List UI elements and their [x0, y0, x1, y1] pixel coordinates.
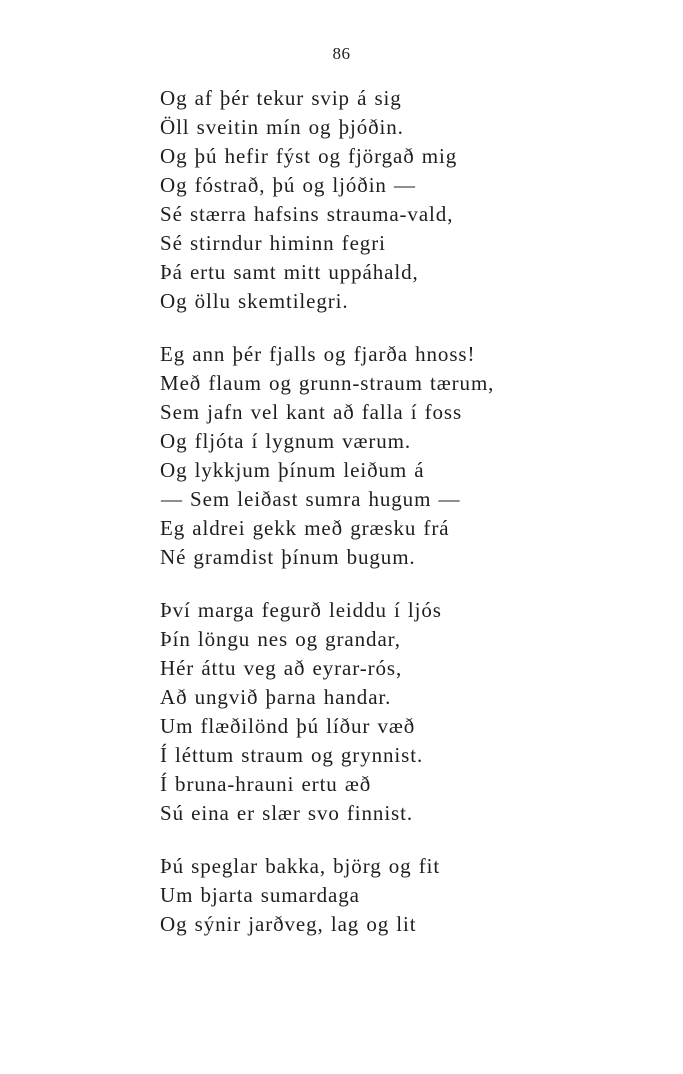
poem-line: Um flæðilönd þú líður væð [160, 714, 416, 738]
poem-line: Og af þér tekur svip á sig [160, 86, 402, 110]
poem-line: Með flaum og grunn-straum tærum, [160, 371, 495, 395]
poem-line: Eg ann þér fjalls og fjarða hnoss! [160, 342, 476, 366]
stanza-3 [160, 596, 660, 828]
poem-line: Því marga fegurð leiddu í ljós [160, 598, 442, 622]
poem-line: Hér áttu veg að eyrar-rós, [160, 656, 403, 680]
poem-line: Og sýnir jarðveg, lag og lit [160, 912, 417, 936]
poem-line: Og fljóta í lygnum værum. [160, 429, 412, 453]
poem-line: Eg aldrei gekk með græsku frá [160, 516, 450, 540]
stanza-4 [160, 852, 660, 939]
poem-line: Sú eina er slær svo finnist. [160, 801, 414, 825]
poem-body [160, 84, 660, 963]
poem-line: Í bruna-hrauni ertu æð [160, 772, 372, 796]
poem-line: Þú speglar bakka, björg og fit [160, 854, 441, 878]
poem-line: Þín löngu nes og grandar, [160, 627, 401, 651]
poem-line: Og þú hefir fýst og fjörgað mig [160, 144, 458, 168]
poem-line: Um bjarta sumardaga [160, 883, 360, 907]
poem-line: Og lykkjum þínum leiðum á [160, 458, 425, 482]
poem-line: Sé stirndur himinn fegri [160, 231, 386, 255]
poem-line: Að ungvið þarna handar. [160, 685, 392, 709]
poem-line: Né gramdist þínum bugum. [160, 545, 416, 569]
poem-line: Sé stærra hafsins strauma-vald, [160, 202, 454, 226]
poem-line: — Sem leiðast sumra hugum — [161, 487, 461, 511]
stanza-1 [160, 84, 660, 316]
poem-line: Sem jafn vel kant að falla í foss [160, 400, 463, 424]
poem-line: Öll sveitin mín og þjóðin. [160, 115, 404, 139]
poem-line: Þá ertu samt mitt uppáhald, [160, 260, 419, 284]
poem-line: Og fóstrað, þú og ljóðin — [160, 173, 416, 197]
poem-line: Og öllu skemtilegri. [160, 289, 349, 313]
poem-line: Í léttum straum og grynnist. [160, 743, 424, 767]
stanza-2 [160, 340, 660, 572]
page-number: 86 [332, 44, 351, 63]
